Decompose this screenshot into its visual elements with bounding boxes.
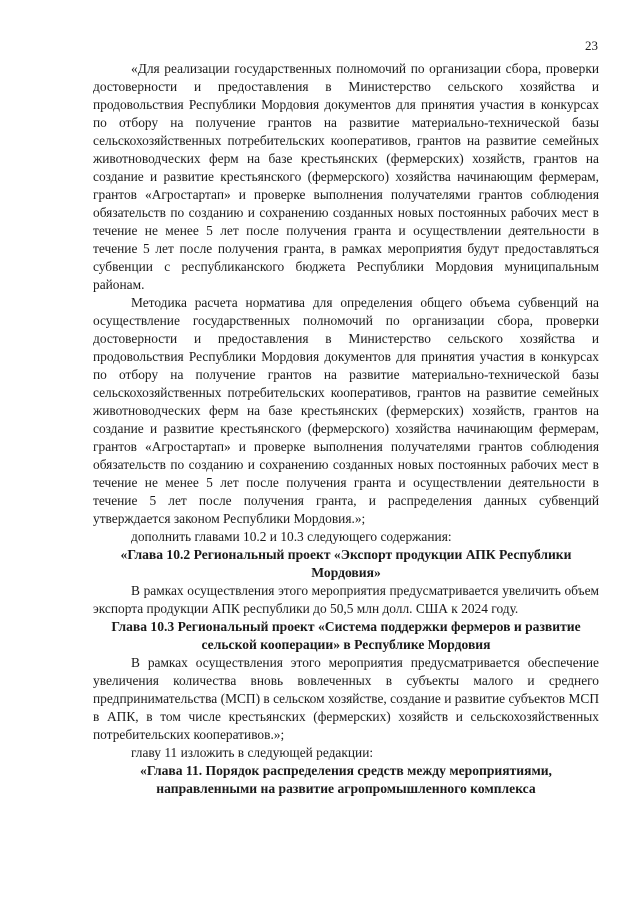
paragraph-methodology: Методика расчета норматива для определения общего объема субвенций на осуществление государственных полномочий по организации сбора, проверки достоверности и предоставления в Министерство сельского хозяйства и продовольствия Республики Мордовия документов для принятия участия в конкурсах по отбору на получение грантов на развитие материально-технической базы сельскохозяйственных потребительских кооперативов, грантов на развитие семейных животноводческих ферм на базе крестьянских (фермерских) хозяйств, грантов на создание и развитие крестьянского (фермерского) хозяйства начинающим фермерам, грантов «Агростартап» и проверке выполнения получателями грантов соблюдения обязательств по созданию и сохранению созданных новых постоянных рабочих мест в течение не менее 5 лет после получения гранта и осуществлении деятельности в течение 5 лет после получения гранта, и распределения данных субвенций утверждается законом Республики Мордовия.»;	[93, 295, 599, 526]
heading-chapter-10-2: «Глава 10.2 Региональный проект «Экспорт продукции АПК Республики Мордовия»	[120, 547, 572, 580]
paragraph-msp-support: В рамках осуществления этого мероприятия предусматривается обеспечение увеличения количества вновь вовлеченных в субъекты малого и среднего предпринимательства (МСП) в сельском хозяйстве, создание и развитие субъектов МСП в АПК, в том числе крестьянских (фермерских) хозяйств и сельскохозяйственных потребительских кооперативов.»;	[93, 655, 599, 742]
paragraph-export: В рамках осуществления этого мероприятия предусматривается увеличить объем экспорта продукции АПК республики до 50,5 млн долл. США к 2024 году.	[93, 583, 599, 616]
paragraph-add-chapters: дополнить главами 10.2 и 10.3 следующего содержания:	[131, 529, 452, 544]
page-number: 23	[585, 38, 598, 53]
heading-chapter-11: «Глава 11. Порядок распределения средств между мероприятиями, направленными на развитие агропромышленного комплекса	[140, 763, 552, 796]
document-body	[93, 60, 599, 798]
paragraph-grants-powers: «Для реализации государственных полномочий по организации сбора, проверки достоверности и предоставления в Министерство сельского хозяйства и продовольствия Республики Мордовия документов для принятия участия в конкурсах по отбору на получение грантов на развитие материально-технической базы сельскохозяйственных потребительских кооперативов, грантов на развитие семейных животноводческих ферм на базе крестьянских (фермерских) хозяйств, грантов на создание и развитие крестьянского (фермерского) хозяйства начинающим фермерам, грантов «Агростартап» и проверке выполнения получателями грантов соблюдения обязательств по созданию и сохранению созданных новых постоянных рабочих мест в течение не менее 5 лет после получения гранта и осуществлении деятельности в течение 5 лет после получения гранта, в рамках мероприятия будут предоставляться субвенции с республиканского бюджета Республики Мордовия муниципальным районам.	[93, 61, 599, 292]
paragraph-chapter-11-intro: главу 11 изложить в следующей редакции:	[131, 745, 374, 760]
heading-chapter-10-3: Глава 10.3 Региональный проект «Система поддержки фермеров и развитие сельской кооперации» в Республике Мордовия	[111, 619, 581, 652]
